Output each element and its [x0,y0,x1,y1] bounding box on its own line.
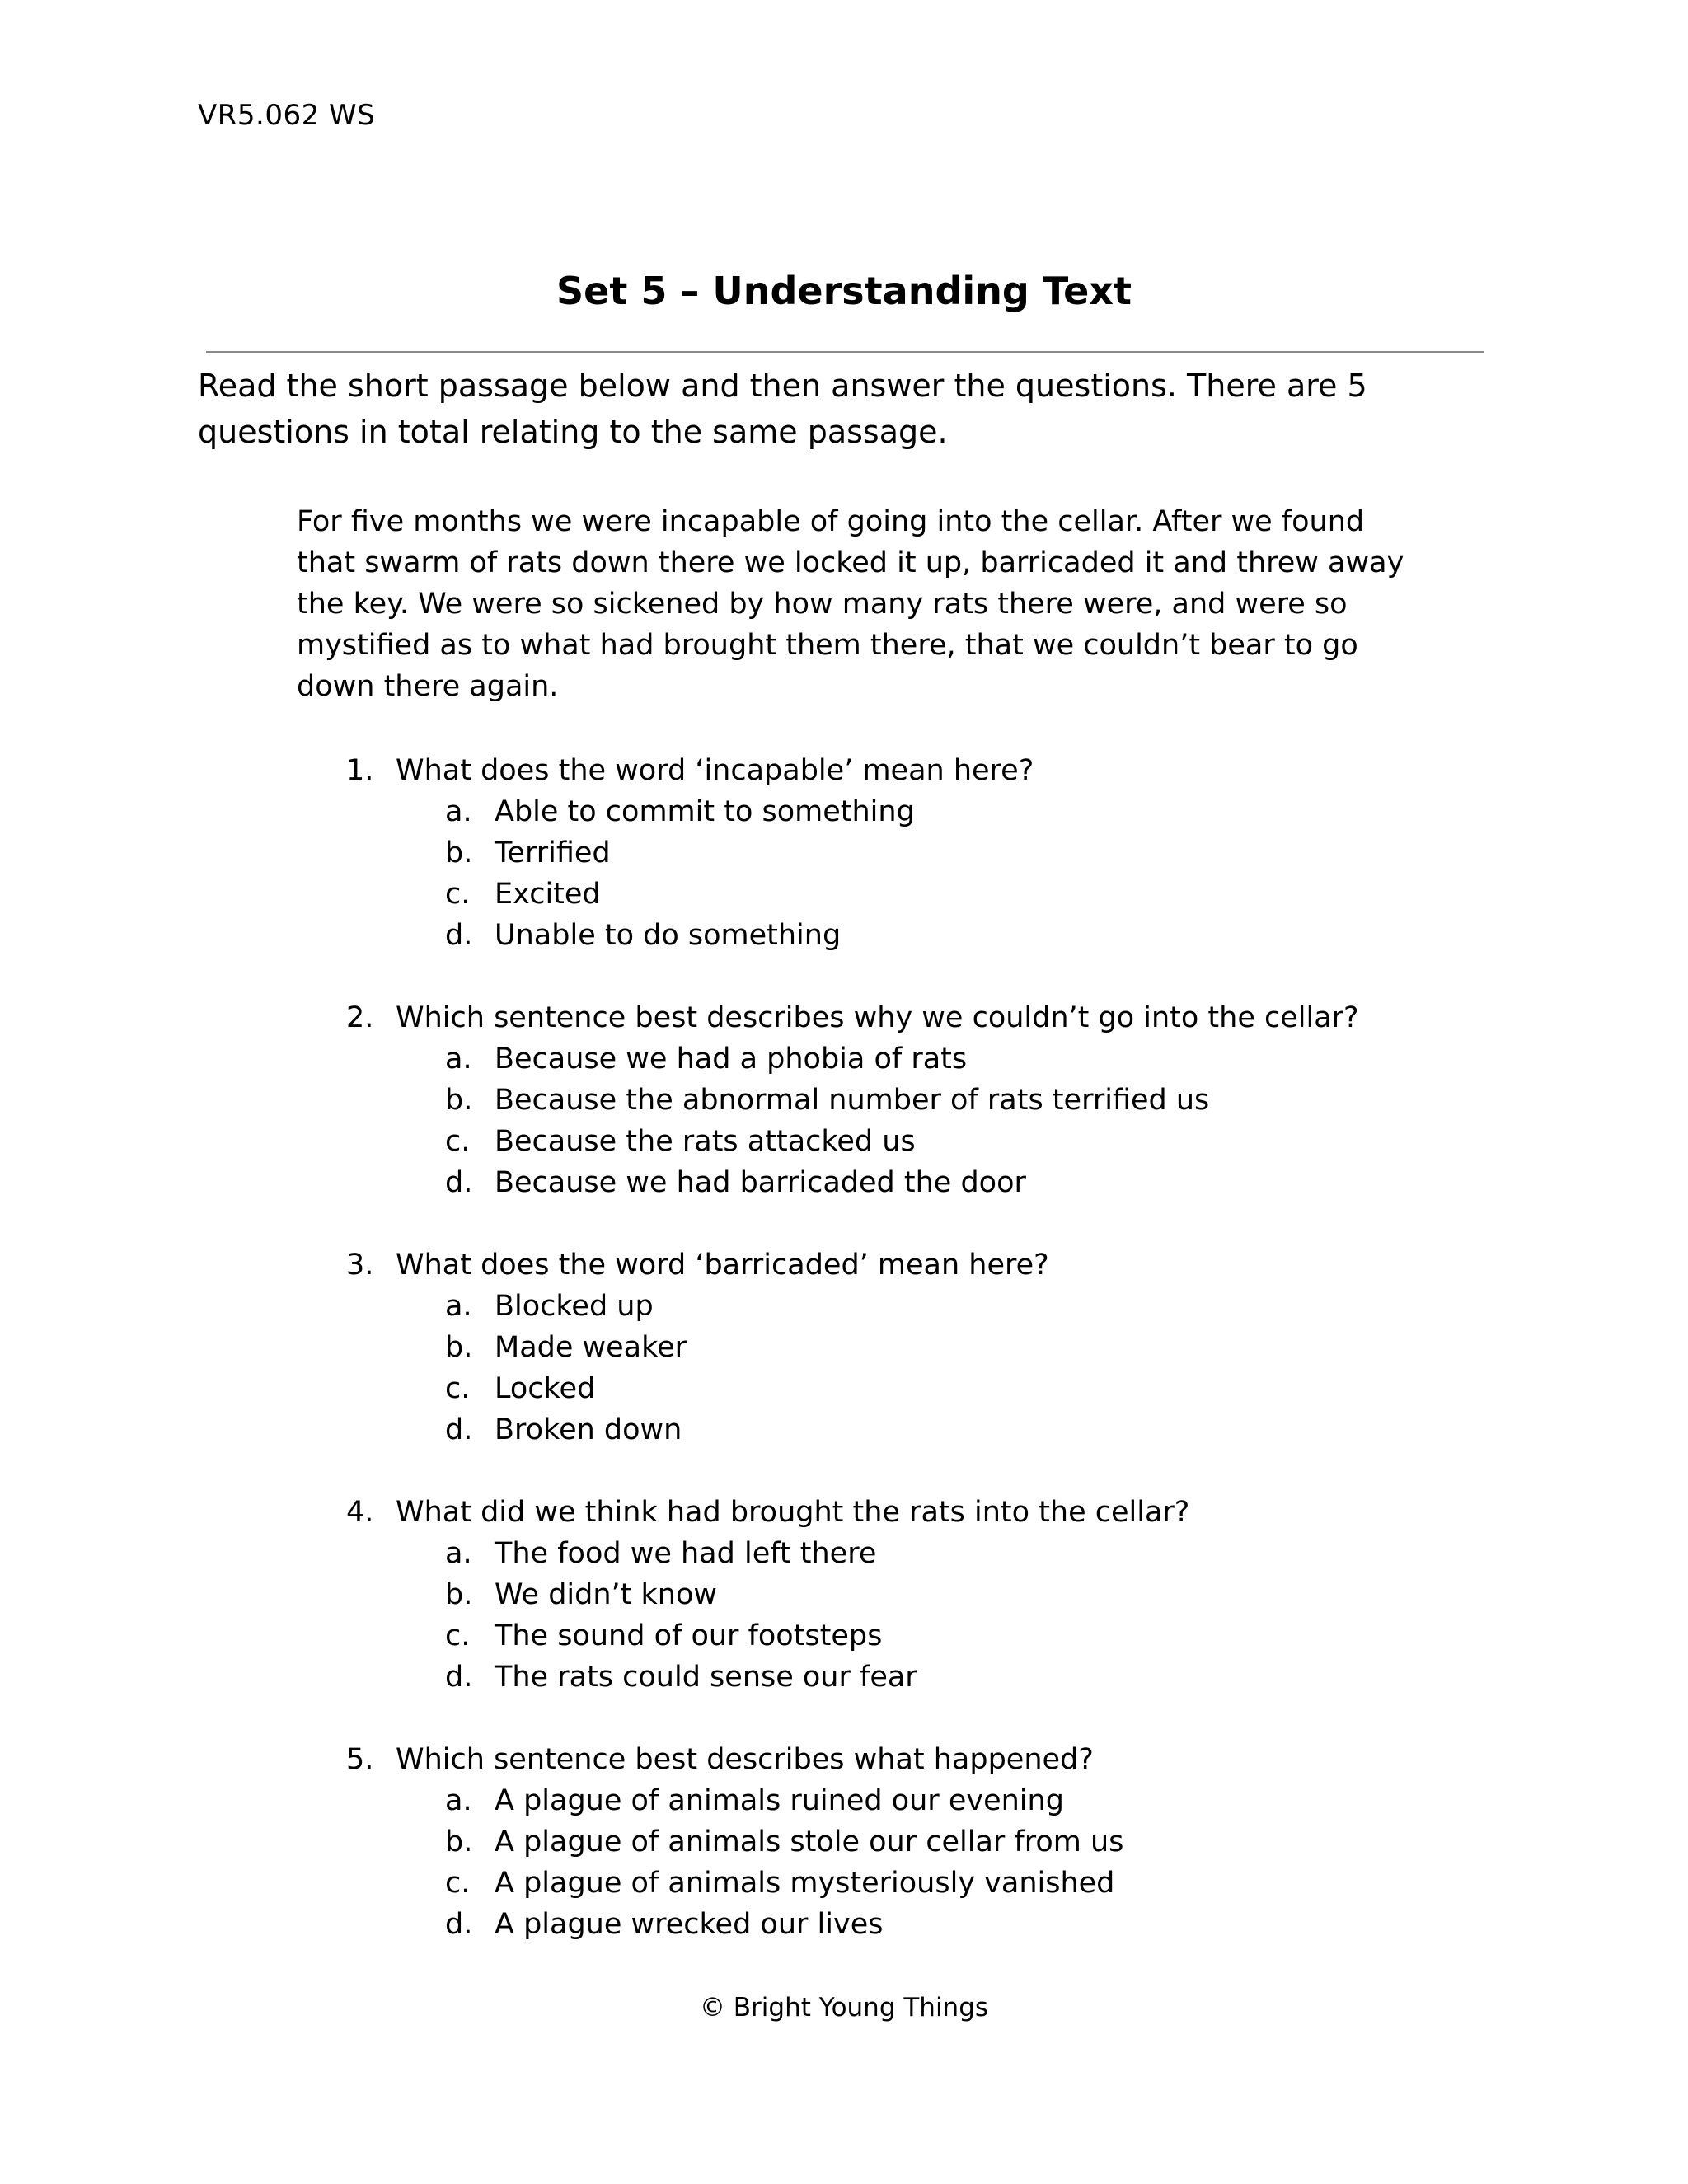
option-d [445,1409,1359,1451]
option-d [445,1904,1359,1945]
passage-line: mystified as to what had brought them there, that we couldn’t bear to go [297,629,1358,662]
passage-line: For five months we were incapable of going into the cellar. After we found [297,505,1365,538]
option-text: A plague wrecked our lives [495,1908,884,1941]
option-letter: d. [445,1661,473,1694]
question-text: What does the word ‘barricaded’ mean here? [396,1249,1049,1282]
option-letter: c. [445,1867,471,1900]
option-text: The sound of our footsteps [495,1619,883,1652]
option-text: A plague of animals stole our cellar from us [495,1825,1124,1858]
passage-line: that swarm of rats down there we locked it up, barricaded it and threw away [297,546,1404,579]
option-a [445,1780,1359,1821]
option-b [445,832,1359,874]
option-text: A plague of animals ruined our evening [495,1784,1064,1817]
option-list [346,1533,1359,1698]
option-letter: d. [445,1413,473,1446]
question-3 [346,1244,1359,1451]
option-list [346,1286,1359,1451]
option-list [346,1038,1359,1203]
option-text: Locked [495,1372,596,1405]
document-code: VR5.062 WS [198,99,376,132]
reading-passage [297,501,1418,707]
option-letter: a. [445,1043,472,1076]
option-letter: d. [445,1166,473,1199]
option-text: Blocked up [495,1290,654,1323]
option-letter: d. [445,1908,473,1941]
option-letter: b. [445,1331,473,1364]
option-c [445,874,1359,915]
option-text: Because the rats attacked us [495,1125,916,1158]
option-letter: b. [445,1578,473,1611]
option-d [445,915,1359,956]
option-text: Able to commit to something [495,795,915,828]
option-text: Terrified [495,837,611,869]
option-text: The food we had left there [495,1537,877,1570]
option-letter: c. [445,1372,471,1405]
option-c [445,1121,1359,1162]
question-text: Which sentence best describes why we couldn’t go into the cellar? [396,1001,1359,1034]
option-c [445,1863,1359,1904]
question-list [346,750,1359,1986]
option-list [346,791,1359,956]
question-number: 3. [346,1249,374,1282]
instructions-text: Read the short passage below and then answer the questions. There are 5 questions in total relating to the same passage. [198,368,1367,450]
option-letter: a. [445,795,472,828]
option-text: Made weaker [495,1331,687,1364]
title-divider [206,351,1484,353]
option-c [445,1615,1359,1657]
question-4 [346,1492,1359,1698]
option-letter: b. [445,837,473,869]
option-letter: b. [445,1825,473,1858]
copyright-footer: © Bright Young Things [699,1993,989,2022]
question-number: 2. [346,1001,374,1034]
option-text: Because we had barricaded the door [495,1166,1026,1199]
option-a [445,1038,1359,1080]
option-letter: d. [445,919,473,952]
question-text: Which sentence best describes what happened? [396,1743,1094,1776]
option-letter: c. [445,878,471,911]
option-a [445,791,1359,832]
option-letter: b. [445,1084,473,1117]
passage-line: the key. We were so sickened by how many rats there were, and were so [297,588,1348,621]
option-b [445,1574,1359,1615]
option-a [445,1533,1359,1574]
question-number: 1. [346,754,374,787]
option-b [445,1821,1359,1863]
option-letter: a. [445,1290,472,1323]
option-letter: c. [445,1125,471,1158]
passage-line: down there again. [297,670,559,703]
option-text: Because the abnormal number of rats terrified us [495,1084,1210,1117]
question-number: 4. [346,1496,374,1529]
question-5 [346,1739,1359,1945]
option-text: The rats could sense our fear [495,1661,917,1694]
question-text: What did we think had brought the rats into the cellar? [396,1496,1190,1529]
option-b [445,1080,1359,1121]
question-number: 5. [346,1743,374,1776]
option-d [445,1657,1359,1698]
option-d [445,1162,1359,1203]
option-text: A plague of animals mysteriously vanished [495,1867,1115,1900]
question-1 [346,750,1359,956]
option-list [346,1780,1359,1945]
option-text: We didn’t know [495,1578,718,1611]
option-text: Because we had a phobia of rats [495,1043,968,1076]
option-letter: a. [445,1537,472,1570]
option-b [445,1327,1359,1368]
option-text: Broken down [495,1413,682,1446]
option-a [445,1286,1359,1327]
page-title: Set 5 – Understanding Text [556,269,1132,313]
option-letter: a. [445,1784,472,1817]
option-c [445,1368,1359,1409]
option-letter: c. [445,1619,471,1652]
question-text: What does the word ‘incapable’ mean here? [396,754,1034,787]
option-text: Unable to do something [495,919,842,952]
option-text: Excited [495,878,601,911]
question-2 [346,997,1359,1203]
